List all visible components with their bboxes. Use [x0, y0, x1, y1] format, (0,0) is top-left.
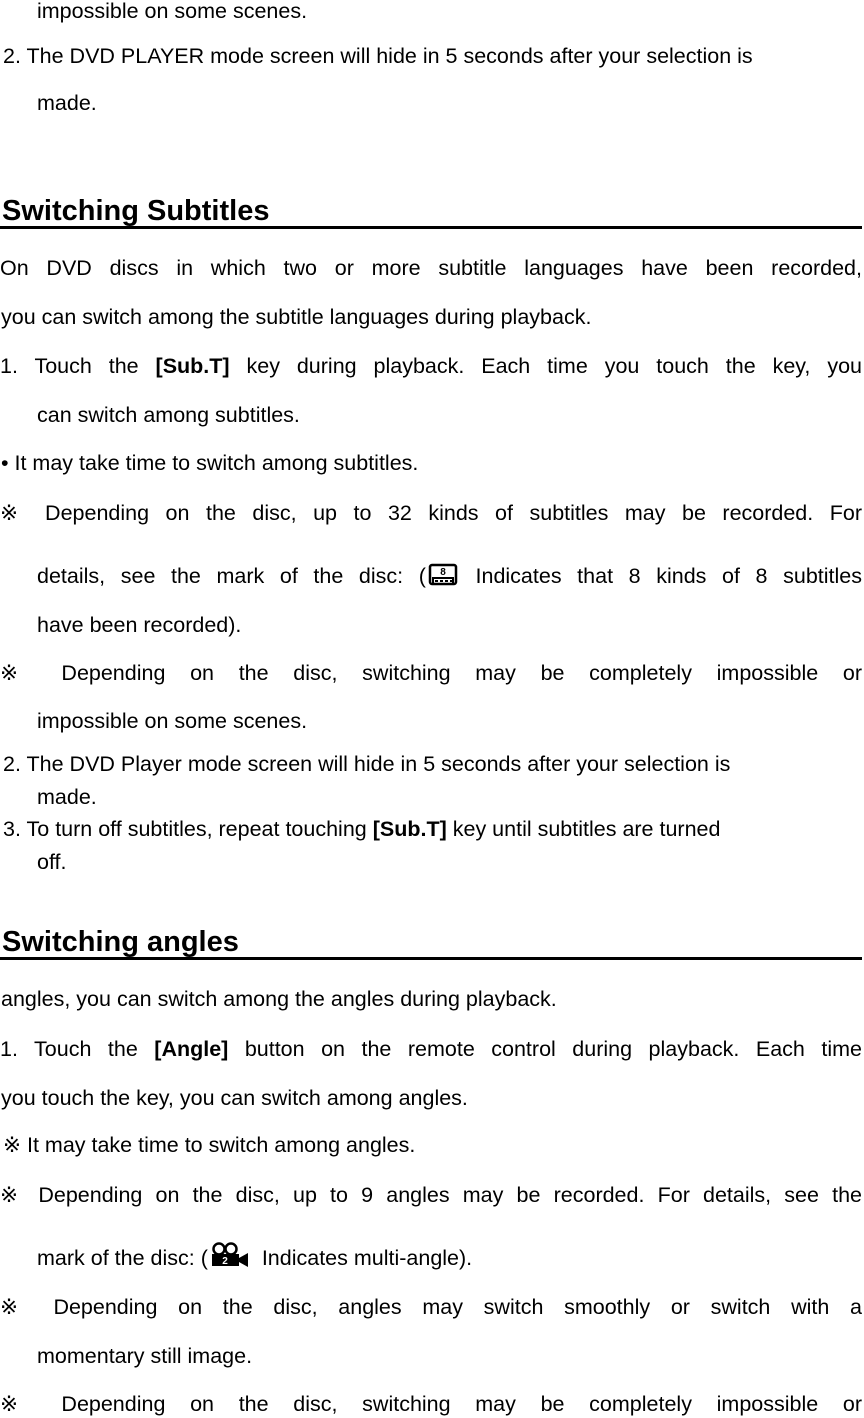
text-line [37, 1242, 472, 1273]
text-segment: Indicates multi-angle). [255, 1246, 473, 1270]
text-line: angles, you can switch among the angles during playback. [1, 987, 557, 1011]
text-line: you touch the key, you can switch among angles. [1, 1086, 468, 1110]
text-line: ※ Depending on the disc, switching may be completely impossible or [0, 661, 862, 685]
text-line: 2. The DVD PLAYER mode screen will hide in 5 seconds after your selection is [3, 44, 753, 68]
text-line: ※ Depending on the disc, angles may switch smoothly or switch with a [0, 1295, 862, 1319]
section-heading-angles [0, 928, 862, 960]
sub-t-key-label: [Sub.T] [372, 817, 447, 841]
text-segment: 3. To turn off subtitles, repeat touching [3, 817, 373, 841]
text-line: impossible on some scenes. [37, 709, 308, 733]
text-line [0, 1039, 862, 1061]
text-line: have been recorded). [37, 613, 242, 637]
text-line: On DVD discs in which two or more subtitle languages have been recorded, [0, 256, 862, 280]
text-line: ※ It may take time to switch among angles. [3, 1133, 416, 1157]
text-line [37, 560, 862, 591]
text-line: you can switch among the subtitle languages during playback. [1, 305, 592, 329]
text-segment: Indicates that 8 kinds of 8 subtitles [459, 564, 862, 588]
text-line [3, 819, 720, 841]
text-segment: key until subtitles are turned [446, 817, 721, 841]
multi-angle-camera-icon [210, 1242, 254, 1273]
subtitle-mark-icon [428, 560, 458, 591]
text-line [0, 356, 862, 378]
heading-text: Switching Subtitles [2, 195, 270, 227]
text-line: • It may take time to switch among subtitles. [1, 451, 419, 475]
text-segment: 1. Touch the [0, 354, 156, 378]
text-line: ※ Depending on the disc, up to 32 kinds of subtitles may be recorded. For [0, 501, 862, 525]
text-segment: button on the remote control during playback. Each time [228, 1037, 862, 1061]
text-line: made. [37, 785, 97, 809]
text-line: ※ Depending on the disc, up to 9 angles may be recorded. For details, see the [0, 1183, 862, 1207]
text-line: can switch among subtitles. [37, 403, 300, 427]
text-line: 2. The DVD Player mode screen will hide in 5 seconds after your selection is [3, 752, 731, 776]
text-segment: details, see the mark of the disc: ( [37, 564, 426, 588]
text-line: made. [37, 91, 97, 115]
text-segment: mark of the disc: ( [37, 1246, 208, 1270]
heading-text: Switching angles [2, 926, 239, 958]
text-segment: key during playback. Each time you touch the key, you [229, 354, 862, 378]
text-line: off. [37, 850, 67, 874]
sub-t-key-label: [Sub.T] [155, 354, 230, 378]
subtitle-mark-count: 8 [440, 567, 446, 578]
multi-angle-count: 2 [222, 1256, 228, 1267]
text-line: impossible on some scenes. [37, 0, 308, 23]
text-line: ※ Depending on the disc, switching may be completely impossible or [0, 1392, 862, 1416]
section-heading-subtitles [0, 197, 862, 229]
text-segment: 1. Touch the [0, 1037, 155, 1061]
text-line: momentary still image. [37, 1344, 253, 1368]
angle-key-label: [Angle] [154, 1037, 229, 1061]
